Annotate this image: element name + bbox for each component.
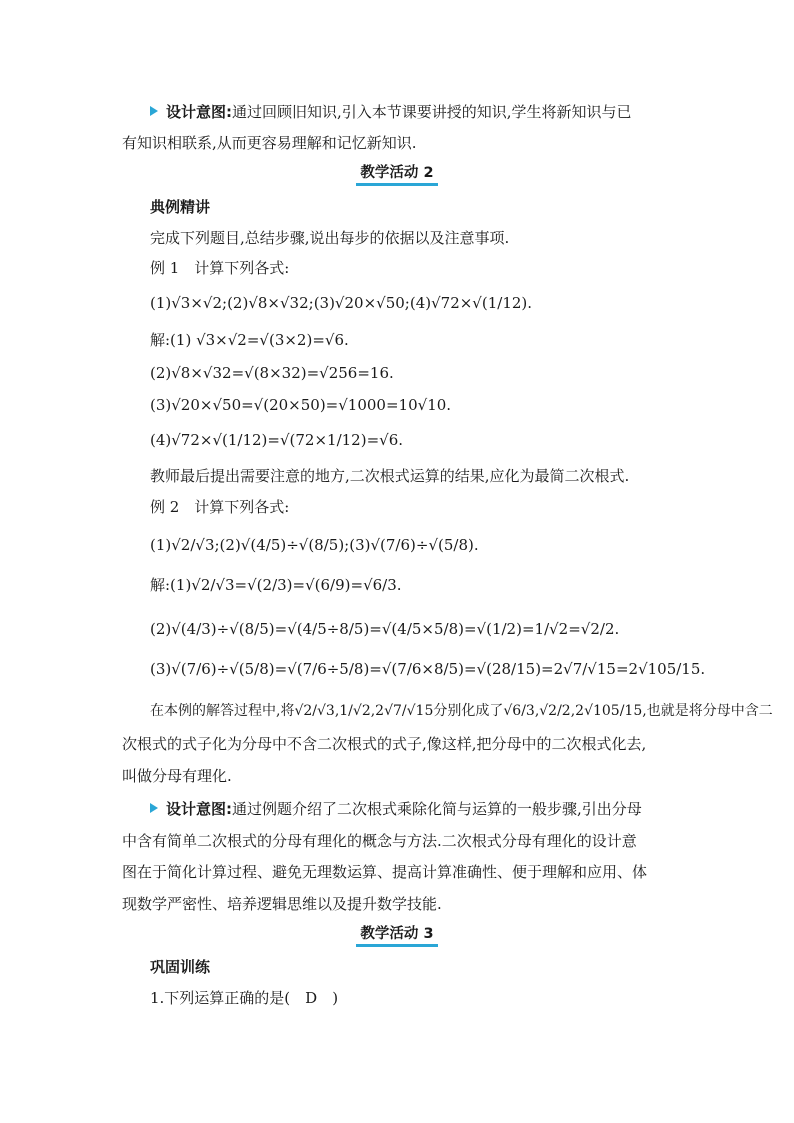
triangle-bullet-icon [150,106,158,116]
practice-question-1: 1.下列运算正确的是( D ) [150,989,339,1007]
design-intent-label: 设计意图: [166,800,232,818]
example-2-solution-3: (3)√(7/6)÷√(5/8)=√(7/6÷5/8)=√(7/6×8/5)=√(28/15)=2√7/√15=2√105/15. [150,660,706,678]
design-intent-1-line-1 [150,102,632,122]
example-2-title: 例 2 计算下列各式: [150,498,290,516]
instruction-text: 完成下列题目,总结步骤,说出每步的依据以及注意事项. [150,229,510,247]
triangle-bullet-icon [150,803,158,813]
example-1-solution-2: (2)√8×√32=√(8×32)=√256=16. [150,364,394,382]
section-title-examples: 典例精讲 [150,198,211,216]
design-intent-1-line-2: 有知识相联系,从而更容易理解和记忆新知识. [122,134,417,152]
design-intent-label: 设计意图: [166,103,232,121]
design-intent-2-line-2: 中含有简单二次根式的分母有理化的概念与方法.二次根式分母有理化的设计意 [122,832,637,850]
example-1-solution-3: (3)√20×√50=√(20×50)=√1000=10√10. [150,396,452,414]
design-intent-text: 通过回顾旧知识,引入本节课要讲授的知识,学生将新知识与已 [232,103,632,121]
example-1-solution-4: (4)√72×√(1/12)=√(72×1/12)=√6. [150,431,404,449]
section-title-practice: 巩固训练 [150,958,211,976]
activity-2-header [0,163,794,183]
rationalize-line-1: 在本例的解答过程中,将√2/√3,1/√2,2√7/√15分别化成了√6/3,√2/2,2√105/15,也就是将分母中含二 [150,703,773,719]
design-intent-2-line-4: 现数学严密性、培养逻辑思维以及提升数学技能. [122,895,442,913]
activity-3-title: 教学活动 3 [356,924,437,944]
activity-3-header [0,924,794,944]
example-1-problem: (1)√3×√2;(2)√8×√32;(3)√20×√50;(4)√72×√(1/12). [150,294,533,312]
example-2-problem: (1)√2/√3;(2)√(4/5)÷√(8/5);(3)√(7/6)÷√(5/8). [150,536,479,554]
example-1-solution-1: 解:(1) √3×√2=√(3×2)=√6. [150,331,349,349]
example-2-solution-2: (2)√(4/3)÷√(8/5)=√(4/5÷8/5)=√(4/5×5/8)=√(1/2)=1/√2=√2/2. [150,620,620,638]
design-intent-text: 通过例题介绍了二次根式乘除化简与运算的一般步骤,引出分母 [232,800,642,818]
activity-2-title: 教学活动 2 [356,163,437,183]
rationalize-line-3: 叫做分母有理化. [122,767,232,785]
teacher-note: 教师最后提出需要注意的地方,二次根式运算的结果,应化为最简二次根式. [150,467,630,485]
rationalize-line-2: 次根式的式子化为分母中不含二次根式的式子,像这样,把分母中的二次根式化去, [122,735,647,753]
design-intent-2-line-1 [150,799,642,819]
design-intent-2-line-3: 图在于简化计算过程、避免无理数运算、提高计算准确性、便于理解和应用、体 [122,863,648,881]
example-2-solution-1: 解:(1)√2/√3=√(2/3)=√(6/9)=√6/3. [150,576,402,594]
example-1-title: 例 1 计算下列各式: [150,259,290,277]
